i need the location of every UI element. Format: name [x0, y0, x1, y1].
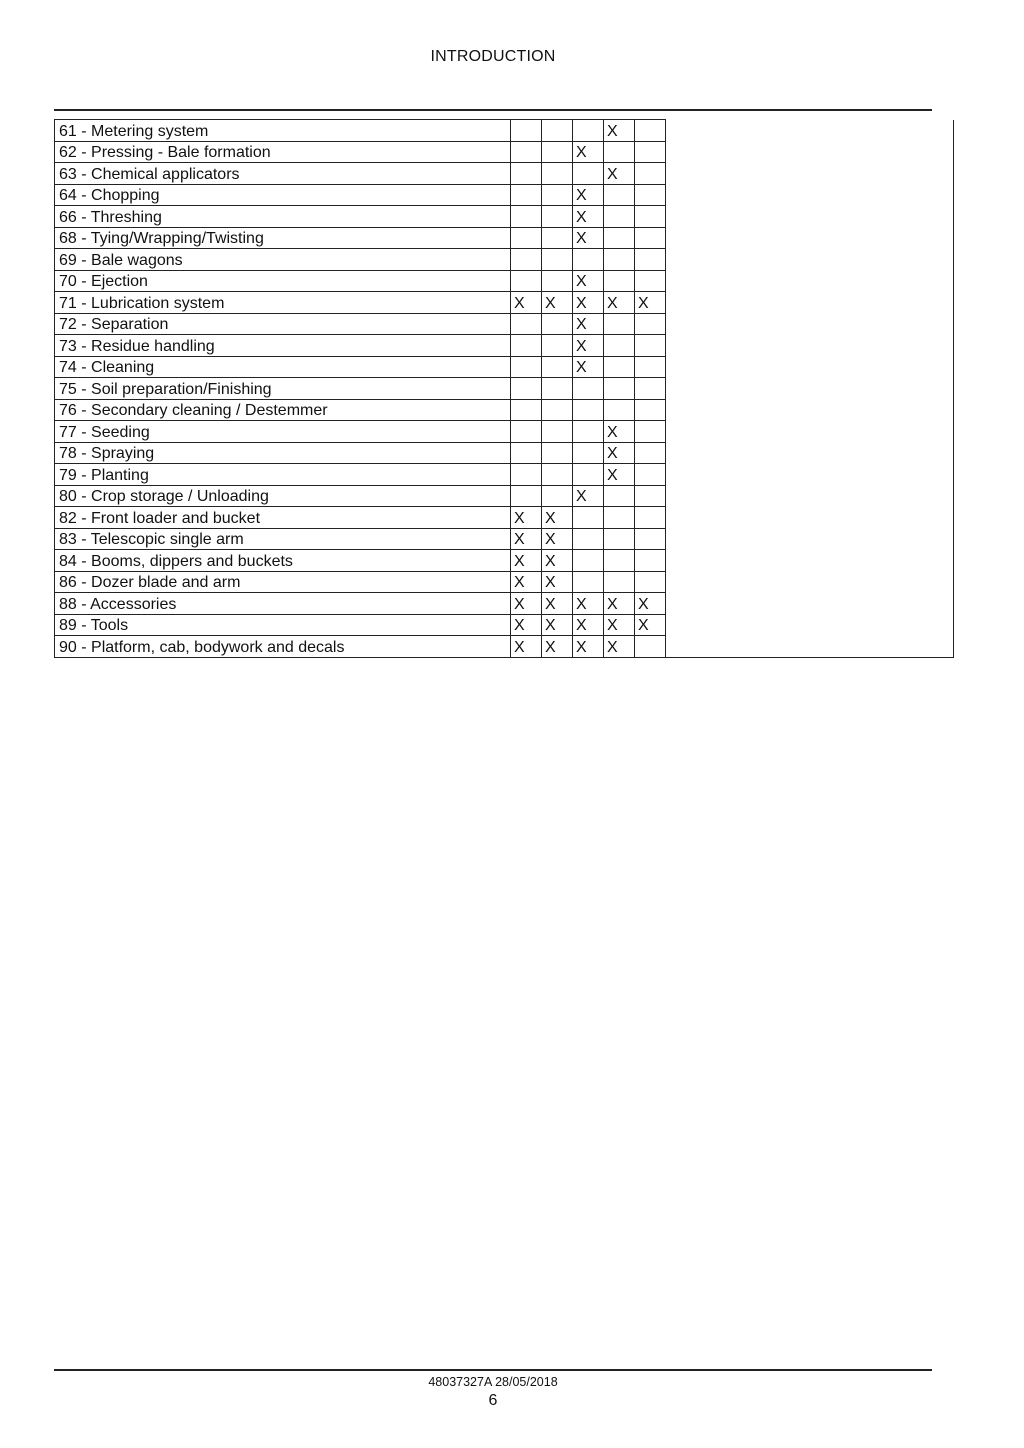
mark-cell: X [511, 636, 542, 658]
row-label: 84 - Booms, dippers and buckets [55, 550, 511, 572]
table-row [55, 163, 954, 185]
mark-cell [511, 335, 542, 357]
mark-cell [511, 249, 542, 271]
mark-cell [604, 378, 635, 400]
table-row [55, 270, 954, 292]
row-label: 83 - Telescopic single arm [55, 528, 511, 550]
mark-cell [511, 313, 542, 335]
row-label: 70 - Ejection [55, 270, 511, 292]
table-row [55, 485, 954, 507]
mark-cell [635, 335, 666, 357]
mark-cell: X [573, 292, 604, 314]
mark-cell [542, 464, 573, 486]
mark-cell [635, 399, 666, 421]
row-label: 77 - Seeding [55, 421, 511, 443]
mark-cell [635, 163, 666, 185]
mark-cell [542, 421, 573, 443]
mark-cell [604, 184, 635, 206]
blank-column-cell [666, 227, 954, 249]
mark-cell: X [604, 442, 635, 464]
mark-cell [511, 356, 542, 378]
mark-cell [542, 227, 573, 249]
mark-cell [635, 528, 666, 550]
mark-cell: X [573, 356, 604, 378]
blank-column-cell [666, 636, 954, 658]
table-row [55, 356, 954, 378]
mark-cell: X [573, 184, 604, 206]
table-row [55, 227, 954, 249]
mark-cell [635, 120, 666, 142]
blank-column-cell [666, 313, 954, 335]
mark-cell [604, 270, 635, 292]
table-row [55, 206, 954, 228]
mark-cell: X [604, 163, 635, 185]
table-row [55, 636, 954, 658]
mark-cell [511, 163, 542, 185]
mark-cell: X [635, 593, 666, 615]
mark-cell: X [573, 593, 604, 615]
mark-cell: X [542, 550, 573, 572]
row-label: 63 - Chemical applicators [55, 163, 511, 185]
mark-cell: X [573, 270, 604, 292]
mark-cell [573, 550, 604, 572]
mark-cell [604, 335, 635, 357]
mark-cell: X [542, 614, 573, 636]
mark-cell: X [542, 593, 573, 615]
table-row [55, 335, 954, 357]
row-label: 72 - Separation [55, 313, 511, 335]
document-reference: 48037327A 28/05/2018 [428, 1375, 558, 1389]
mark-cell: X [573, 636, 604, 658]
row-label: 64 - Chopping [55, 184, 511, 206]
blank-column-cell [666, 442, 954, 464]
blank-column-cell [666, 270, 954, 292]
row-label: 88 - Accessories [55, 593, 511, 615]
mark-cell: X [542, 507, 573, 529]
row-label: 74 - Cleaning [55, 356, 511, 378]
mark-cell [635, 571, 666, 593]
row-label: 79 - Planting [55, 464, 511, 486]
table-row [55, 593, 954, 615]
table-row [55, 313, 954, 335]
table-row [55, 464, 954, 486]
table-row [55, 614, 954, 636]
mark-cell [635, 270, 666, 292]
table-row [55, 399, 954, 421]
mark-cell [511, 442, 542, 464]
mark-cell [635, 464, 666, 486]
mark-cell [542, 249, 573, 271]
mark-cell [635, 356, 666, 378]
section-applicability-table [54, 119, 954, 658]
mark-cell [604, 227, 635, 249]
table-row [55, 249, 954, 271]
mark-cell [604, 356, 635, 378]
mark-cell: X [573, 141, 604, 163]
mark-cell [635, 636, 666, 658]
blank-column-cell [666, 163, 954, 185]
blank-column-cell [666, 571, 954, 593]
blank-column-cell [666, 464, 954, 486]
mark-cell [542, 485, 573, 507]
mark-cell [542, 120, 573, 142]
mark-cell: X [542, 292, 573, 314]
mark-cell [604, 399, 635, 421]
mark-cell: X [604, 464, 635, 486]
blank-column-cell [666, 593, 954, 615]
mark-cell: X [542, 636, 573, 658]
mark-cell [573, 528, 604, 550]
mark-cell [604, 485, 635, 507]
mark-cell [573, 421, 604, 443]
mark-cell [511, 184, 542, 206]
mark-cell [635, 442, 666, 464]
mark-cell: X [511, 550, 542, 572]
mark-cell [542, 442, 573, 464]
table-row [55, 141, 954, 163]
table-row [55, 120, 954, 142]
mark-cell: X [573, 335, 604, 357]
row-label: 75 - Soil preparation/Finishing [55, 378, 511, 400]
mark-cell [511, 270, 542, 292]
row-label: 71 - Lubrication system [55, 292, 511, 314]
blank-column-cell [666, 292, 954, 314]
page-header-title: INTRODUCTION [430, 48, 556, 65]
mark-cell [604, 206, 635, 228]
mark-cell: X [573, 227, 604, 249]
table-row [55, 421, 954, 443]
mark-cell: X [604, 120, 635, 142]
mark-cell [604, 571, 635, 593]
mark-cell [511, 120, 542, 142]
mark-cell [635, 184, 666, 206]
mark-cell [573, 571, 604, 593]
table-row [55, 550, 954, 572]
mark-cell [635, 378, 666, 400]
mark-cell [573, 163, 604, 185]
mark-cell [635, 421, 666, 443]
mark-cell [542, 356, 573, 378]
mark-cell: X [573, 485, 604, 507]
row-label: 62 - Pressing - Bale formation [55, 141, 511, 163]
row-label: 76 - Secondary cleaning / Destemmer [55, 399, 511, 421]
table-row [55, 442, 954, 464]
section-matrix-container [54, 119, 954, 658]
blank-column-cell [666, 485, 954, 507]
mark-cell: X [604, 593, 635, 615]
mark-cell [635, 141, 666, 163]
mark-cell [542, 399, 573, 421]
blank-column-cell [666, 184, 954, 206]
mark-cell [635, 507, 666, 529]
mark-cell: X [511, 528, 542, 550]
blank-column-cell [666, 528, 954, 550]
mark-cell [542, 206, 573, 228]
blank-column-cell [666, 356, 954, 378]
mark-cell [573, 378, 604, 400]
mark-cell: X [604, 614, 635, 636]
table-row [55, 292, 954, 314]
mark-cell [511, 485, 542, 507]
blank-column-cell [666, 614, 954, 636]
blank-column-cell [666, 550, 954, 572]
blank-column-cell [666, 335, 954, 357]
table-row [55, 378, 954, 400]
blank-column-cell [666, 399, 954, 421]
mark-cell: X [604, 421, 635, 443]
mark-cell [604, 550, 635, 572]
mark-cell [542, 313, 573, 335]
mark-cell [604, 528, 635, 550]
row-label: 73 - Residue handling [55, 335, 511, 357]
mark-cell: X [604, 636, 635, 658]
row-label: 80 - Crop storage / Unloading [55, 485, 511, 507]
mark-cell: X [635, 614, 666, 636]
blank-column-cell [666, 120, 954, 142]
mark-cell [511, 399, 542, 421]
table-row [55, 528, 954, 550]
mark-cell [542, 163, 573, 185]
mark-cell [542, 141, 573, 163]
mark-cell [635, 485, 666, 507]
mark-cell [542, 335, 573, 357]
mark-cell [511, 464, 542, 486]
row-label: 66 - Threshing [55, 206, 511, 228]
table-row [55, 507, 954, 529]
mark-cell [635, 249, 666, 271]
mark-cell [542, 378, 573, 400]
mark-cell: X [511, 571, 542, 593]
mark-cell: X [511, 593, 542, 615]
mark-cell: X [542, 528, 573, 550]
table-body [55, 120, 954, 658]
row-label: 82 - Front loader and bucket [55, 507, 511, 529]
row-label: 69 - Bale wagons [55, 249, 511, 271]
mark-cell [542, 270, 573, 292]
mark-cell: X [573, 313, 604, 335]
mark-cell [635, 206, 666, 228]
mark-cell [542, 184, 573, 206]
mark-cell: X [511, 614, 542, 636]
mark-cell [573, 464, 604, 486]
mark-cell [604, 313, 635, 335]
blank-column-cell [666, 141, 954, 163]
row-label: 89 - Tools [55, 614, 511, 636]
mark-cell: X [511, 507, 542, 529]
mark-cell [604, 507, 635, 529]
row-label: 78 - Spraying [55, 442, 511, 464]
header-divider [54, 109, 932, 111]
mark-cell: X [511, 292, 542, 314]
row-label: 90 - Platform, cab, bodywork and decals [55, 636, 511, 658]
mark-cell [604, 249, 635, 271]
blank-column-cell [666, 206, 954, 228]
mark-cell [604, 141, 635, 163]
mark-cell [635, 313, 666, 335]
footer-divider [54, 1369, 932, 1371]
mark-cell: X [573, 614, 604, 636]
mark-cell [573, 120, 604, 142]
mark-cell [511, 378, 542, 400]
mark-cell [511, 421, 542, 443]
table-row [55, 184, 954, 206]
blank-column-cell [666, 507, 954, 529]
mark-cell: X [604, 292, 635, 314]
mark-cell [511, 227, 542, 249]
table-row [55, 571, 954, 593]
mark-cell [573, 442, 604, 464]
blank-column-cell [666, 249, 954, 271]
page-number: 6 [488, 1392, 498, 1409]
mark-cell: X [573, 206, 604, 228]
mark-cell: X [542, 571, 573, 593]
blank-column-cell [666, 378, 954, 400]
mark-cell [511, 206, 542, 228]
mark-cell [573, 507, 604, 529]
row-label: 61 - Metering system [55, 120, 511, 142]
row-label: 68 - Tying/Wrapping/Twisting [55, 227, 511, 249]
row-label: 86 - Dozer blade and arm [55, 571, 511, 593]
mark-cell [635, 227, 666, 249]
mark-cell: X [635, 292, 666, 314]
mark-cell [511, 141, 542, 163]
mark-cell [573, 249, 604, 271]
mark-cell [573, 399, 604, 421]
mark-cell [635, 550, 666, 572]
blank-column-cell [666, 421, 954, 443]
